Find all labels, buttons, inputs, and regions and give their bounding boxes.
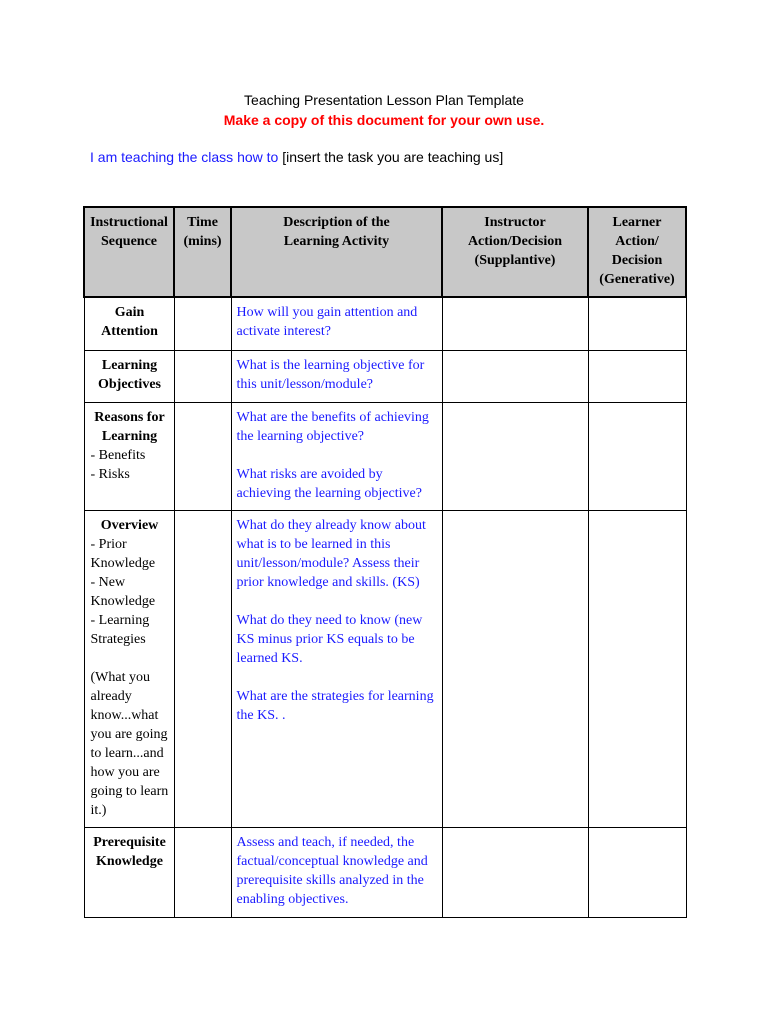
table-row xyxy=(84,827,686,917)
header-line: Decision xyxy=(611,253,663,268)
document-title: Teaching Presentation Lesson Plan Template xyxy=(244,92,524,108)
instructor-action-cell[interactable] xyxy=(442,827,588,917)
intro-line xyxy=(90,149,503,165)
sequence-cell xyxy=(84,402,174,510)
intro-text: I am teaching the class how to xyxy=(90,149,283,165)
instructor-action-cell[interactable] xyxy=(442,510,588,827)
table-row xyxy=(84,510,686,827)
description-cell xyxy=(231,297,442,350)
instructor-action-cell[interactable] xyxy=(442,402,588,510)
intro-placeholder: [insert the task you are teaching us] xyxy=(282,149,504,165)
description-text: What is the learning objective for this unit/lesson/module? xyxy=(236,357,425,392)
sequence-subitem: - New Knowledge xyxy=(90,574,156,609)
sequence-title: Overview xyxy=(100,517,159,533)
sequence-cell xyxy=(84,827,174,917)
description-text: What do they already know about what is to be learned in this unit/lesson/module? Assess their prior knowledge and skills. (KS) xyxy=(236,517,426,590)
time-cell[interactable] xyxy=(174,402,231,510)
header-instructor-action xyxy=(442,207,588,297)
header-line: Description of the xyxy=(283,215,390,230)
header-description xyxy=(231,207,442,297)
sequence-cell xyxy=(84,350,174,402)
learner-action-cell[interactable] xyxy=(588,350,686,402)
learner-action-cell[interactable] xyxy=(588,297,686,350)
instructor-action-cell[interactable] xyxy=(442,350,588,402)
table-body xyxy=(84,297,686,917)
description-text: Assess and teach, if needed, the factual/conceptual knowledge and prerequisite skills analyzed in the enabling objectives. xyxy=(236,834,428,907)
description-text: What risks are avoided by achieving the learning objective? xyxy=(236,466,422,501)
sequence-subitem: - Learning Strategies xyxy=(90,612,150,647)
time-cell[interactable] xyxy=(174,827,231,917)
sequence-subitem: - Risks xyxy=(90,466,130,482)
sequence-title: Knowledge xyxy=(96,853,163,869)
table-row xyxy=(84,350,686,402)
sequence-cell xyxy=(84,297,174,350)
description-cell xyxy=(231,827,442,917)
description-text: How will you gain attention and activate interest? xyxy=(236,305,418,339)
description-cell xyxy=(231,350,442,402)
sequence-title: Attention xyxy=(101,324,158,339)
sequence-title: Learning xyxy=(101,428,158,444)
sequence-title: Learning xyxy=(101,357,158,373)
sequence-cell xyxy=(84,510,174,827)
header-instructional-sequence xyxy=(84,207,174,297)
table-row xyxy=(84,297,686,350)
sequence-title: Prerequisite xyxy=(93,834,166,850)
time-cell[interactable] xyxy=(174,510,231,827)
learner-action-cell[interactable] xyxy=(588,827,686,917)
table-row xyxy=(84,402,686,510)
header-line: (Generative) xyxy=(599,272,675,287)
learner-action-cell[interactable] xyxy=(588,402,686,510)
header-line: Instructor xyxy=(484,215,546,230)
sequence-note: (What you already know...what you are going to learn...and how you are going to learn it.) xyxy=(90,669,169,818)
instructor-action-cell[interactable] xyxy=(442,297,588,350)
header-line: Time xyxy=(187,215,218,230)
header-line: (mins) xyxy=(183,234,222,249)
header-line: Sequence xyxy=(101,234,157,249)
time-cell[interactable] xyxy=(174,297,231,350)
header-line: Action/Decision xyxy=(467,234,563,249)
description-text: What are the strategies for learning the KS. . xyxy=(236,688,434,723)
document-subtitle: Make a copy of this document for your own use. xyxy=(223,112,545,128)
sequence-subitem: - Benefits xyxy=(90,447,146,463)
sequence-title: Reasons for xyxy=(94,409,165,425)
lesson-plan-table xyxy=(83,206,687,918)
description-text: What do they need to know (new KS minus prior KS equals to be learned KS. xyxy=(236,612,423,666)
table-header-row xyxy=(84,207,686,297)
header-line: Instructional xyxy=(90,215,168,230)
learner-action-cell[interactable] xyxy=(588,510,686,827)
header-line: Action/ xyxy=(615,234,659,249)
header-learner-action xyxy=(588,207,686,297)
header-line: Learner xyxy=(612,215,662,230)
header-line: (Supplantive) xyxy=(474,253,556,268)
description-cell xyxy=(231,510,442,827)
header-time xyxy=(174,207,231,297)
sequence-title: Gain xyxy=(114,305,145,320)
description-cell xyxy=(231,402,442,510)
description-text: What are the benefits of achieving the learning objective? xyxy=(236,409,429,444)
time-cell[interactable] xyxy=(174,350,231,402)
header-line: Learning Activity xyxy=(283,234,390,249)
sequence-title: Objectives xyxy=(98,376,161,392)
sequence-subitem: - Prior Knowledge xyxy=(90,536,156,571)
